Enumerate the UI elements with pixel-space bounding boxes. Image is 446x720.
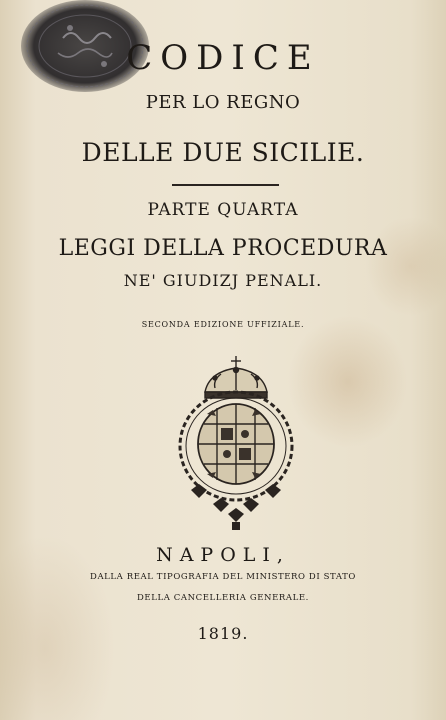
part-title-line-1: LEGGI DELLA PROCEDURA [58,236,388,261]
divider-rule [172,184,279,186]
printer-line-2: DELLA CANCELLERIA GENERALE. [137,593,309,603]
publication-city: NAPOLI, [156,544,290,566]
printer-line-1: DALLA REAL TIPOGRAFIA DEL MINISTERO DI STATO [90,572,356,582]
book-title: CODICE [126,38,320,78]
part-title-line-2: NE' GIUDIZJ PENALI. [123,271,323,290]
edition-note: SECONDA EDIZIONE UFFIZIALE. [141,320,305,329]
kingdom-name: DELLE DUE SICILIE. [81,138,365,167]
subtitle: PER LO REGNO [145,92,301,113]
royal-crest-icon [171,354,301,532]
publication-year: 1819. [197,624,249,643]
part-label: PARTE QUARTA [147,200,299,220]
